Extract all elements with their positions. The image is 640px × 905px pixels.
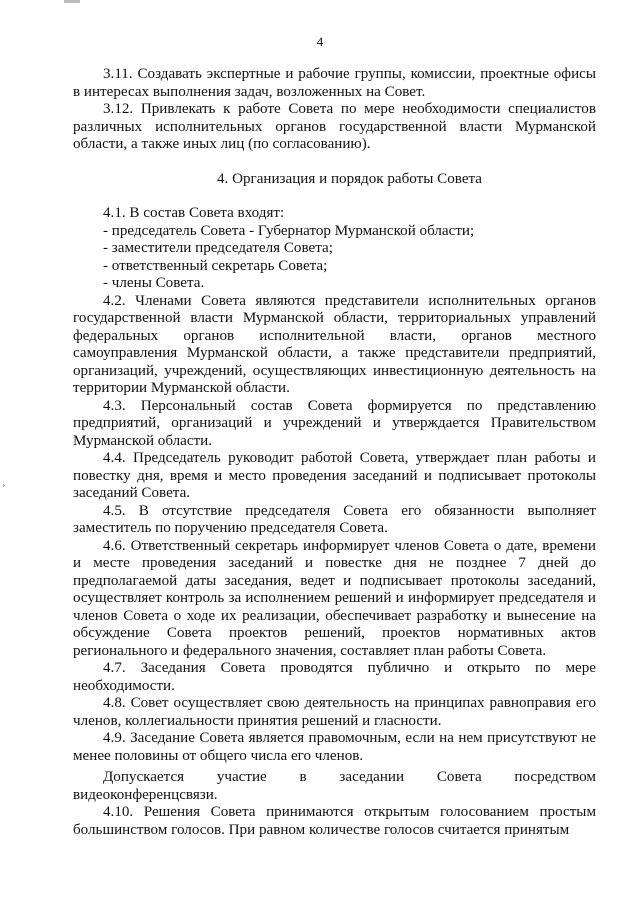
paragraph-4-7: 4.7. Заседания Совета проводятся публично и открыто по мере необходимости. (73, 660, 596, 694)
composition-item: - заместители председателя Совета; (103, 240, 333, 256)
section-heading-text: 4. Организация и порядок работы Совета (216, 170, 483, 187)
paragraph-3-11: 3.11. Создавать экспертные и рабочие группы, комиссии, проектные офисы в интересах выполнения задач, возложенных на Совет. (73, 66, 596, 100)
paragraph-4-5: 4.5. В отсутствие председателя Совета его обязанности выполняет заместитель по поручению председателя Совета. (73, 502, 596, 536)
composition-item: - члены Совета. (103, 275, 205, 291)
scan-artifact (64, 0, 80, 3)
page-number: 4 (316, 34, 324, 49)
word: заседании (339, 769, 405, 785)
paragraph-4-1: 4.1. В состав Совета входят: (103, 205, 285, 221)
word: участие (216, 769, 267, 785)
margin-mark: ¸ (2, 476, 6, 487)
paragraph-4-9: 4.9. Заседание Совета является правомочным, если на нем присутствуют не менее половины от общего числа его членов. (73, 730, 596, 764)
paragraph-4-6: 4.6. Ответственный секретарь информирует членов Совета о дате, времени и месте проведения заседаний и повестке дня не позднее 7 дней до предполагаемой даты заседания, ведет и подписывает протоколы заседаний, осуществляет контроль за исполнением решений и информирует председателя и членов Совета о ходе их реализации, обеспечивает разработку и вынесение на обсуждение Совета проектов решений, проектов нормативных актов регионального и федерального значения, составляет план работы Совета. (73, 537, 596, 659)
paragraph-4-4: 4.4. Председатель руководит работой Совета, утверждает план работы и повестку дня, время и место проведения заседаний и подписывает протоколы заседаний Совета. (73, 450, 596, 501)
paragraph-3-12: 3.12. Привлекать к работе Совета по мере необходимости специалистов различных исполнительных органов государственной власти Мурманской области, а также иных лиц (по согласованию). (73, 101, 596, 152)
videoconference-line (73, 769, 596, 787)
word: посредством (514, 769, 596, 785)
videoconference-line-end: видеоконференцсвязи. (73, 786, 218, 803)
composition-item: - ответственный секретарь Совета; (103, 257, 328, 274)
composition-item: - председатель Совета - Губернатор Мурманской области; (103, 222, 475, 239)
word: в (299, 769, 307, 785)
word: Совета (436, 769, 482, 785)
paragraph-4-8: 4.8. Совет осуществляет свою деятельность на принципах равноправия его членов, коллегиальности принятия решений и гласности. (73, 695, 596, 729)
paragraph-4-3: 4.3. Персональный состав Совета формируется по представлению предприятий, организаций и учреждений и утверждается Правительством Мурманской области. (73, 397, 596, 449)
document-body (73, 66, 596, 839)
section-heading (73, 154, 596, 206)
paragraph-4-2: 4.2. Членами Совета являются представители исполнительных органов государственной власти Мурманской области, территориальных управлений федеральных органов исполнительной власти, органов местного самоуправления Мурманской области, а также представители предприятий, организаций, учреждений, осуществляющих инвестиционную деятельность на территории Мурманской области. (73, 292, 596, 396)
word: Допускается (103, 769, 185, 785)
paragraph-4-10: 4.10. Решения Совета принимаются открытым голосованием простым большинством голосов. При равном количестве голосов считается принятым (73, 804, 596, 838)
